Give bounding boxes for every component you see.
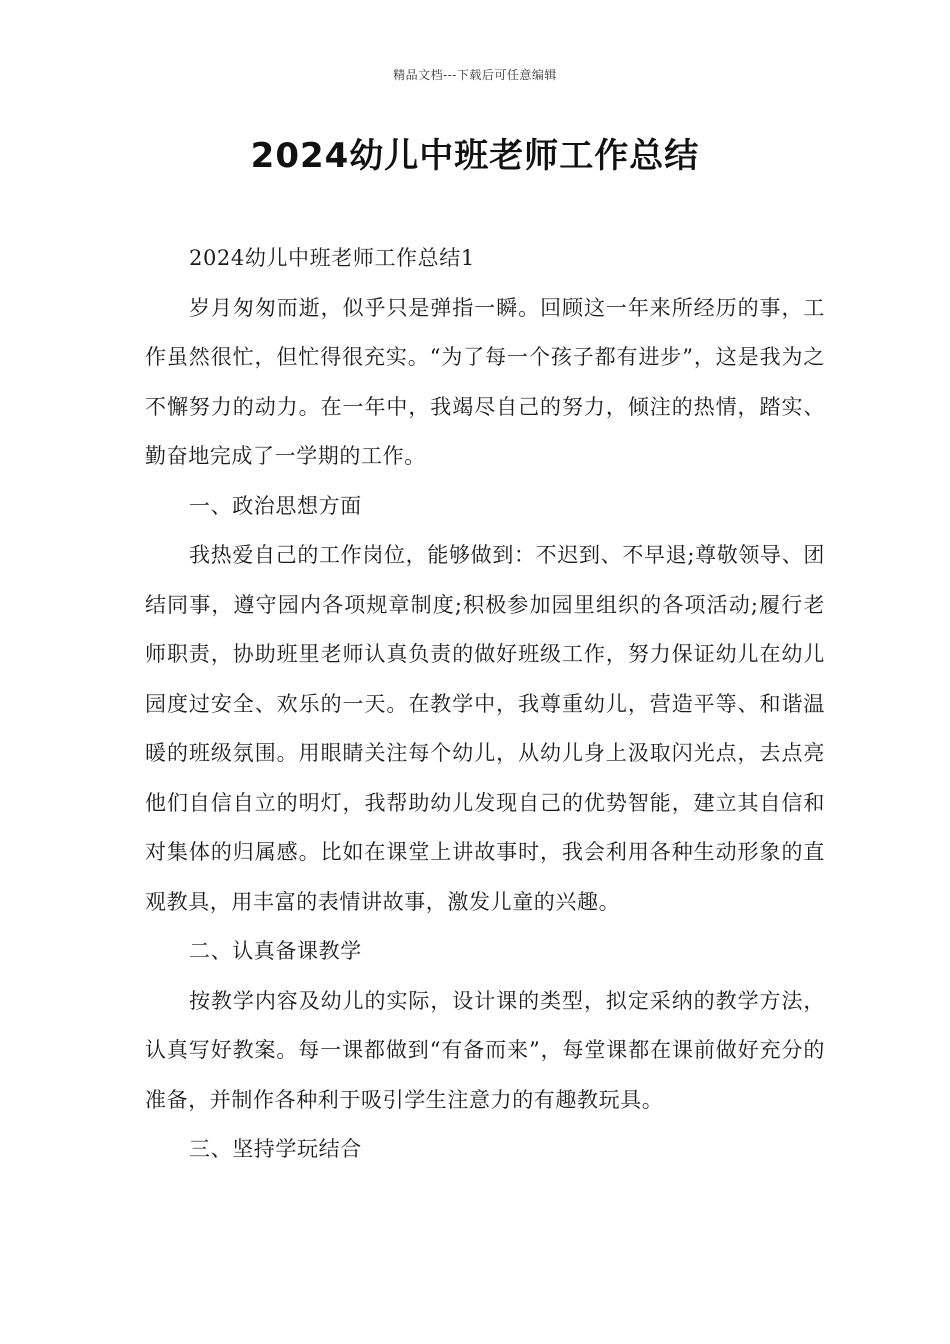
heading-lesson-prep: 二、认真备课教学	[189, 939, 362, 963]
heading-learn-play: 三、坚持学玩结合	[189, 1137, 362, 1161]
paragraph-intro: 岁月匆匆而逝，似乎只是弹指一瞬。回顾这一年来所经历的事，工作虽然很忙，但忙得很充实。“为了每一个孩子都有进步”，这是我为之不懈努力的动力。在一年中，我竭尽自己的努力，倾注的热情，踏实、勤奋地完成了一学期的工作。	[145, 295, 825, 468]
section-subtitle: 2024幼儿中班老师工作总结1	[189, 246, 475, 270]
paragraph-lesson-prep: 按教学内容及幼儿的实际，设计课的类型，拟定采纳的教学方法，认真写好教案。每一课都做到“有备而来”，每堂课都在课前做好充分的准备，并制作各种利于吸引学生注意力的有趣教玩具。	[145, 988, 825, 1112]
heading-political: 一、政治思想方面	[189, 493, 362, 518]
header-note: 精品文档---下载后可任意编辑	[393, 68, 557, 82]
document-body	[145, 234, 825, 1175]
document-title: 2024幼儿中班老师工作总结	[250, 136, 700, 176]
paragraph-political: 我热爱自己的工作岗位，能够做到：不迟到、不早退;尊敬领导、团结同事，遵守园内各项规章制度;积极参加园里组织的各项活动;履行老师职责，协助班里老师认真负责的做好班级工作，努力保证幼儿在幼儿园度过安全、欢乐的一天。在教学中，我尊重幼儿，营造平等、和谐温暖的班级氛围。用眼睛关注每个幼儿，从幼儿身上汲取闪光点，去点亮他们自信自立的明灯，我帮助幼儿发现自己的优势智能，建立其自信和对集体的归属感。比如在课堂上讲故事时，我会利用各种生动形象的直观教具，用丰富的表情讲故事，激发儿童的兴趣。	[145, 543, 825, 914]
